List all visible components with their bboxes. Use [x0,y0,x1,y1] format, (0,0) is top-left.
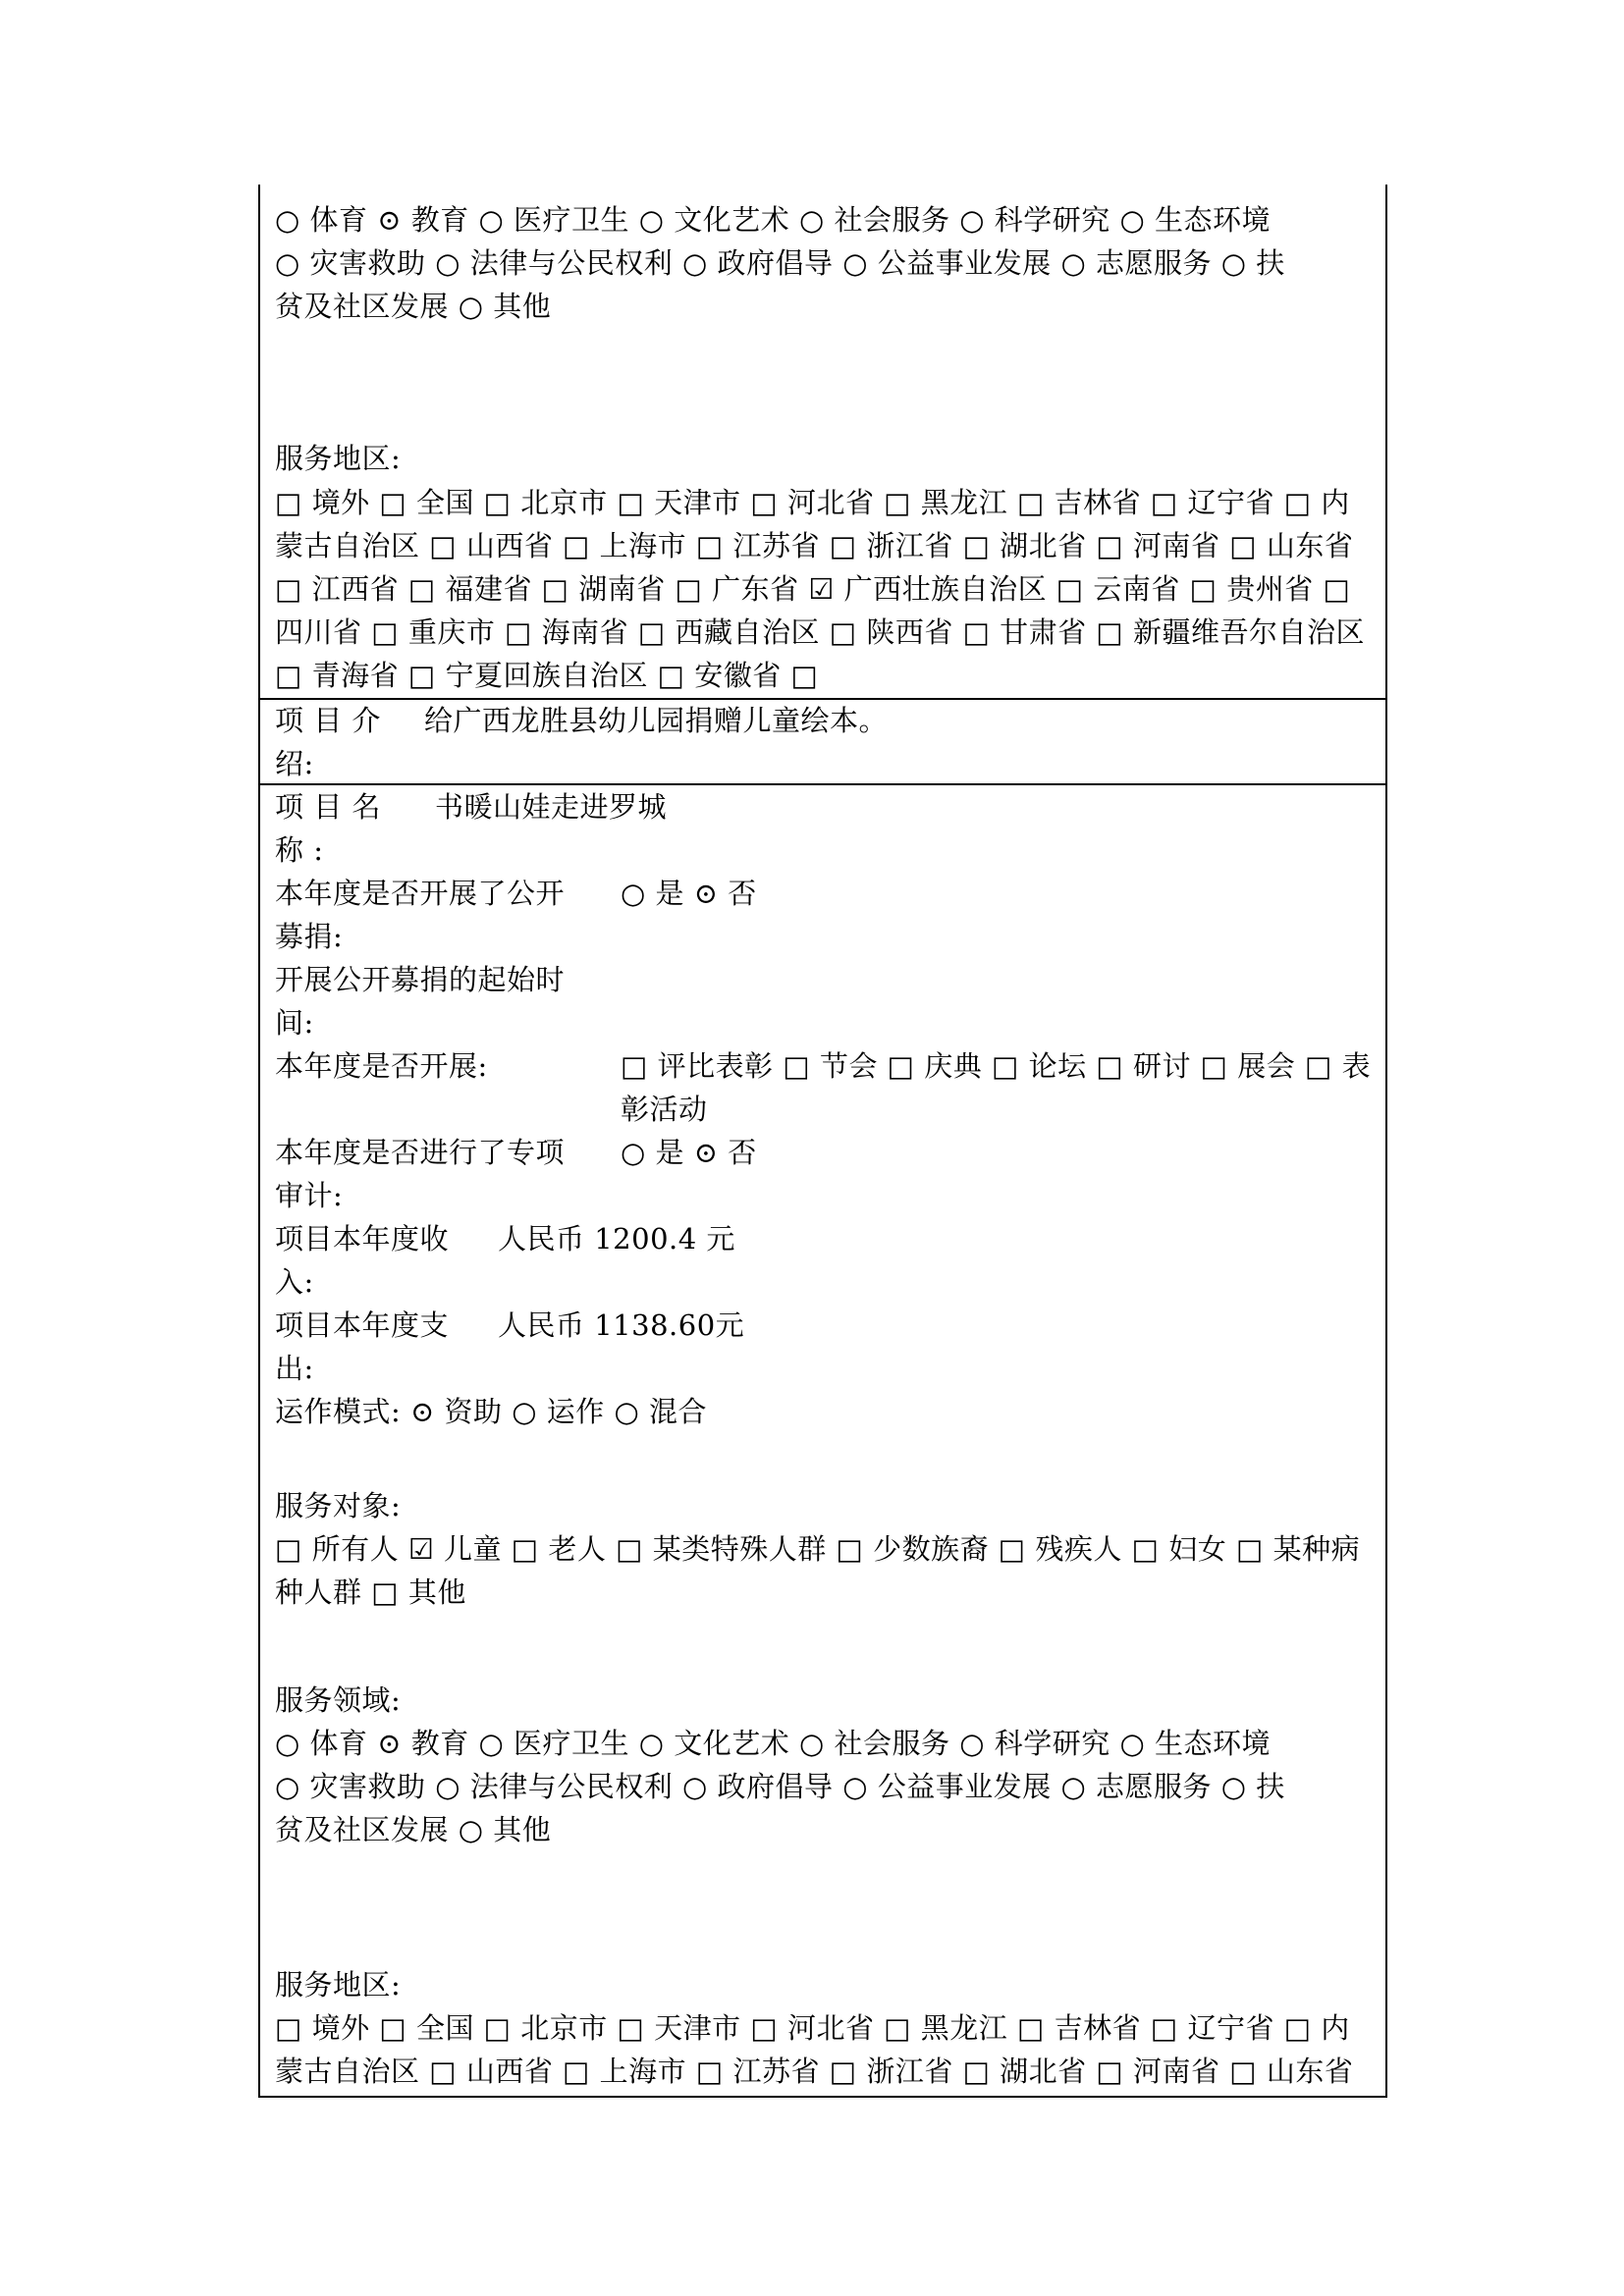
special-audit-value: ○ 是 ⊙ 否 [621,1136,757,1169]
service-target-line1: □ 所有人 ☑ 儿童 □ 老人 □ 某类特殊人群 □ 少数族裔 □ 残疾人 □ 妇女 □ 某种病 [275,1532,1361,1566]
project-name-label-line1: 项 目 名 [275,790,381,824]
service-domain-label: 服务领域: [275,1683,402,1717]
activities-options-line1: □ 评比表彰 □ 节会 □ 庆典 □ 论坛 □ 研讨 □ 展会 □ 表 [621,1049,1372,1083]
public-fundraising-label-line1: 本年度是否开展了公开 [275,877,566,910]
service-domain-line1: ○ 体育 ⊙ 教育 ○ 医疗卫生 ○ 文化艺术 ○ 社会服务 ○ 科学研究 ○ 生态环境 [275,1727,1271,1760]
project-name-value: 书暖山娃走进罗城 [435,790,668,824]
fundraising-start-label-line2: 间: [275,1006,314,1040]
public-fundraising-label-line2: 募捐: [275,920,344,953]
service-area-label: 服务地区: [275,442,402,475]
project-name-label-line2: 称 : [275,833,324,867]
operation-mode-line: 运作模式: ⊙ 资助 ○ 运作 ○ 混合 [275,1395,707,1428]
project-expense-value: 人民币 1138.60元 [498,1308,745,1342]
project-income-value: 人民币 1200.4 元 [498,1222,735,1255]
service-area-line2: 蒙古自治区 □ 山西省 □ 上海市 □ 江苏省 □ 浙江省 □ 湖北省 □ 河南省 □ 山东省 [275,529,1354,562]
project-expense-label-line1: 项目本年度支 [275,1308,450,1342]
project-intro-value: 给广西龙胜县幼儿园捐赠儿童绘本。 [424,704,889,737]
service-domain-line3: 贫及社区发展 ○ 其他 [275,1813,552,1846]
service-target-line2: 种人群 □ 其他 [275,1575,466,1609]
service-area-line5: □ 青海省 □ 宁夏回族自治区 □ 安徽省 □ [275,659,819,692]
fundraising-start-label-line1: 开展公开募捐的起始时 [275,963,566,996]
special-audit-label-line1: 本年度是否进行了专项 [275,1136,566,1169]
activities-options-line2: 彰活动 [621,1093,708,1126]
project-income-label-line2: 入: [275,1265,314,1299]
service-area-label-2: 服务地区: [275,1968,402,2002]
service-target-label: 服务对象: [275,1489,402,1522]
activities-label: 本年度是否开展: [275,1049,488,1083]
service-domain-options-line3: 贫及社区发展 ○ 其他 [275,290,552,323]
service-domain-options-line1: ○ 体育 ⊙ 教育 ○ 医疗卫生 ○ 文化艺术 ○ 社会服务 ○ 科学研究 ○ 生态环境 [275,203,1271,237]
service-area-line3: □ 江西省 □ 福建省 □ 湖南省 □ 广东省 ☑ 广西壮族自治区 □ 云南省 □ 贵州省 □ [275,572,1351,606]
service-area-line4: 四川省 □ 重庆市 □ 海南省 □ 西藏自治区 □ 陕西省 □ 甘肃省 □ 新疆维吾尔自治区 [275,615,1366,649]
service-area-2-line1: □ 境外 □ 全国 □ 北京市 □ 天津市 □ 河北省 □ 黑龙江 □ 吉林省 □ 辽宁省 □ 内 [275,2011,1350,2045]
project-intro-label-line1: 项 目 介 [275,704,381,737]
service-area-line1: □ 境外 □ 全国 □ 北京市 □ 天津市 □ 河北省 □ 黑龙江 □ 吉林省 □ 辽宁省 □ 内 [275,486,1350,519]
service-domain-options-line2: ○ 灾害救助 ○ 法律与公民权利 ○ 政府倡导 ○ 公益事业发展 ○ 志愿服务 ○ 扶 [275,246,1285,280]
special-audit-label-line2: 审计: [275,1179,344,1212]
project-income-label-line1: 项目本年度收 [275,1222,450,1255]
project-intro-label-line2: 绍: [275,747,314,780]
row-divider-project [258,783,1387,785]
public-fundraising-value: ○ 是 ⊙ 否 [621,877,757,910]
project-expense-label-line2: 出: [275,1352,314,1385]
service-area-2-line2: 蒙古自治区 □ 山西省 □ 上海市 □ 江苏省 □ 浙江省 □ 湖北省 □ 河南省 □ 山东省 [275,2055,1354,2088]
service-domain-line2: ○ 灾害救助 ○ 法律与公民权利 ○ 政府倡导 ○ 公益事业发展 ○ 志愿服务 ○ 扶 [275,1770,1285,1803]
